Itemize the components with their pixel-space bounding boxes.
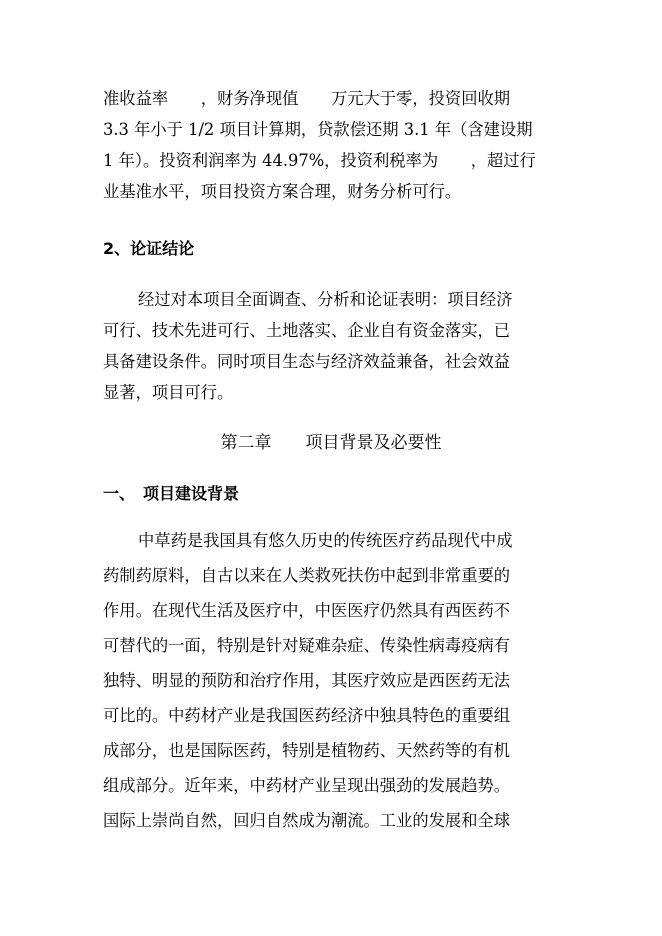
- body-text-line: 业基准水平，项目投资方案合理，财务分析可行。: [103, 182, 462, 201]
- body-text-line: 准收益率 ，财务净现值 万元大于零，投资回收期: [103, 89, 511, 108]
- body-text-line: 独特、明显的预防和治疗作用，其医疗效应是西医药无法: [103, 671, 511, 690]
- body-text-line: 药制药原料，自古以来在人类救死扶伤中起到非常重要的: [103, 566, 511, 585]
- chapter-title: 第二章 项目背景及必要性: [220, 433, 442, 453]
- body-text-line: 成部分，也是国际医药，特别是植物药、天然药等的有机: [103, 741, 511, 760]
- body-text-line: 中草药是我国具有悠久历史的传统医疗药品现代中成: [138, 531, 513, 550]
- section-heading: 一、 项目建设背景: [103, 484, 240, 503]
- body-text-line: 1 年）。投资利润率为 44.97%，投资利税率为 ，超过行: [103, 151, 536, 170]
- body-text-line: 3.3 年小于 1/2 项目计算期，贷款偿还期 3.1 年（含建设期: [103, 120, 533, 139]
- body-text-line: 经过对本项目全面调查、分析和论证表明：项目经济: [138, 290, 513, 309]
- body-text-line: 作用。在现代生活及医疗中，中医医疗仍然具有西医药不: [103, 601, 511, 620]
- body-text-line: 具备建设条件。同时项目生态与经济效益兼备，社会效益: [103, 352, 511, 371]
- section-heading: 2、论证结论: [103, 239, 195, 258]
- body-text-line: 可替代的一面，特别是针对疑难杂症、传染性病毒疫病有: [103, 636, 511, 655]
- body-text-line: 国际上崇尚自然，回归自然成为潮流。工业的发展和全球: [103, 811, 511, 830]
- body-text-line: 可行、技术先进可行、土地落实、企业自有资金落实，已: [103, 321, 511, 340]
- body-text-line: 显著，项目可行。: [103, 383, 234, 402]
- body-text-line: 可比的。中药材产业是我国医药经济中独具特色的重要组: [103, 706, 511, 725]
- body-text-line: 组成部分。近年来，中药材产业呈现出强劲的发展趋势。: [103, 776, 511, 795]
